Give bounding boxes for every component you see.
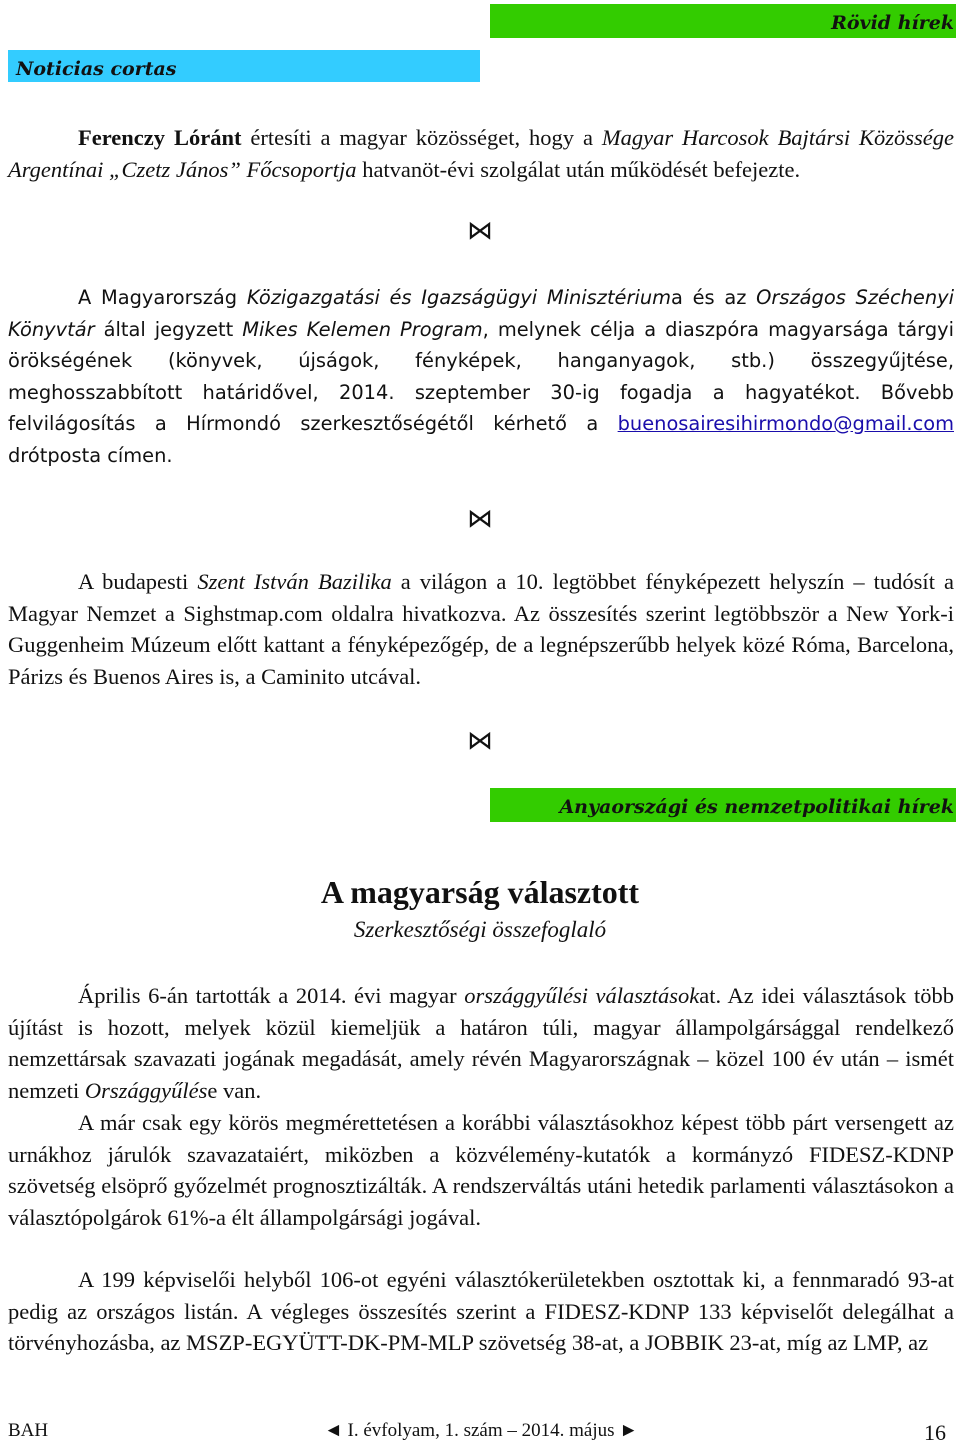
section-band-label: Noticias cortas — [16, 58, 177, 80]
separator-icon: ⋈ — [467, 504, 493, 534]
program-name: Mikes Kelemen Program — [242, 317, 483, 341]
section-band-short-news — [490, 4, 956, 38]
organization-name: Magyar Harcosok Bajtársi Közössége Argentínai „Czetz János” Főcsoportja — [8, 125, 954, 182]
basilica-name: Szent István Bazilika — [197, 569, 392, 594]
section-band-label: Anyaországi és nemzetpolitikai hírek — [559, 796, 954, 818]
section-band-noticias — [8, 50, 480, 82]
article-paragraph-2: A már csak egy körös megmérettetésen a korábbi választásokhoz képest több párt versengett az urnákhoz járulók szavazataiért, miközben a közvélemény-kutatók a kormányzó FIDESZ-KDNP szövetség elsöprő győzelmét prognosztizálták. A rendszerváltás utáni hetedik parlamenti választásokon a választópolgárok 61%-a élt állampolgársági jogával. — [8, 1110, 954, 1230]
page-footer — [8, 1418, 954, 1444]
separator-icon: ⋈ — [467, 216, 493, 246]
news-item-1: Ferenczy Lóránt értesíti a magyar közösséget, hogy a Magyar Harcosok Bajtársi Közössége Argentínai „Czetz János” Főcsoportja hatvanöt-évi szolgálat után működését befejezte. — [8, 125, 954, 182]
article-paragraph-3: A 199 képviselői helyből 106-ot egyéni választókerületekben osztottak ki, a fennmaradó 93-at pedig az országos listán. A végleges összesítés szerint a FIDESZ-KDNP 133 képviselőt delegálhat a törvényhozásba, az MSZP-EGYÜTT-DK-PM-MLP szövetség 38-at, a JOBBIK 23-at, míg az LMP, az — [8, 1267, 954, 1355]
article-title: A magyarság választott — [320, 874, 640, 910]
footer-issue-info: ◄ I. évfolyam, 1. szám – 2014. május ► — [323, 1420, 639, 1441]
ministry-name: Közigazgatási és Igazságügyi Minisztérium — [246, 286, 672, 309]
footer-publication-abbrev: BAH — [8, 1420, 49, 1441]
news-person-name: Ferenczy Lóránt — [78, 125, 242, 150]
section-band-label: Rövid hírek — [831, 12, 954, 34]
page-number: 16 — [924, 1420, 946, 1445]
news-item-3: A budapesti Szent István Bazilika a világon a 10. legtöbbet fényképezett helyszín – tudósít a Magyar Nemzet a Sighstmap.com oldalra hivatkozva. Az összesítés szerint legtöbbször a New York-i Guggenheim Múzeum előtt kattant a fényképezőgép, de a legnépszerűbb helyek közé Róma, Barcelona, Párizs és Buenos Aires is, a Caminito utcával. — [8, 569, 954, 689]
article-paragraph-1: Április 6-án tartották a 2014. évi magyar országgyűlési választásokat. Az idei választások több újítást is hozott, melyek közül kiemeljük a határon túli, magyar állampolgársággal rendelkező nemzettársak szavazati jogának megadását, amely révén Magyarországnak – közel 100 év után – ismét nemzeti Országgyűlése van. — [8, 983, 954, 1103]
section-band-homeland-news — [490, 788, 956, 822]
email-link[interactable]: buenosairesihirmondo@gmail.com — [617, 412, 954, 435]
news-item-2: A Magyarország Közigazgatási és Igazságügyi Minisztériuma és az Országos Széchenyi Könyvtár által jegyzett Mikes Kelemen Program, melynek célja a diaszpóra magyarsága tárgyi örökségének (könyvek, újságok, fényképek, hanganyagok, stb.) összegyűjtése, meghosszabbított határidővel, 2014. szeptember 30-ig fogadja a hagyatékot. Bővebb felvilágosítás a Hírmondó szerkesztőségétől kérhető a buenosairesihirmondo@gmail.com drótposta címen. — [8, 286, 954, 467]
article-subtitle: Szerkesztőségi összefoglaló — [353, 917, 607, 942]
library-name: Országos Széchenyi Könyvtár — [8, 286, 954, 341]
separator-icon: ⋈ — [467, 726, 493, 756]
